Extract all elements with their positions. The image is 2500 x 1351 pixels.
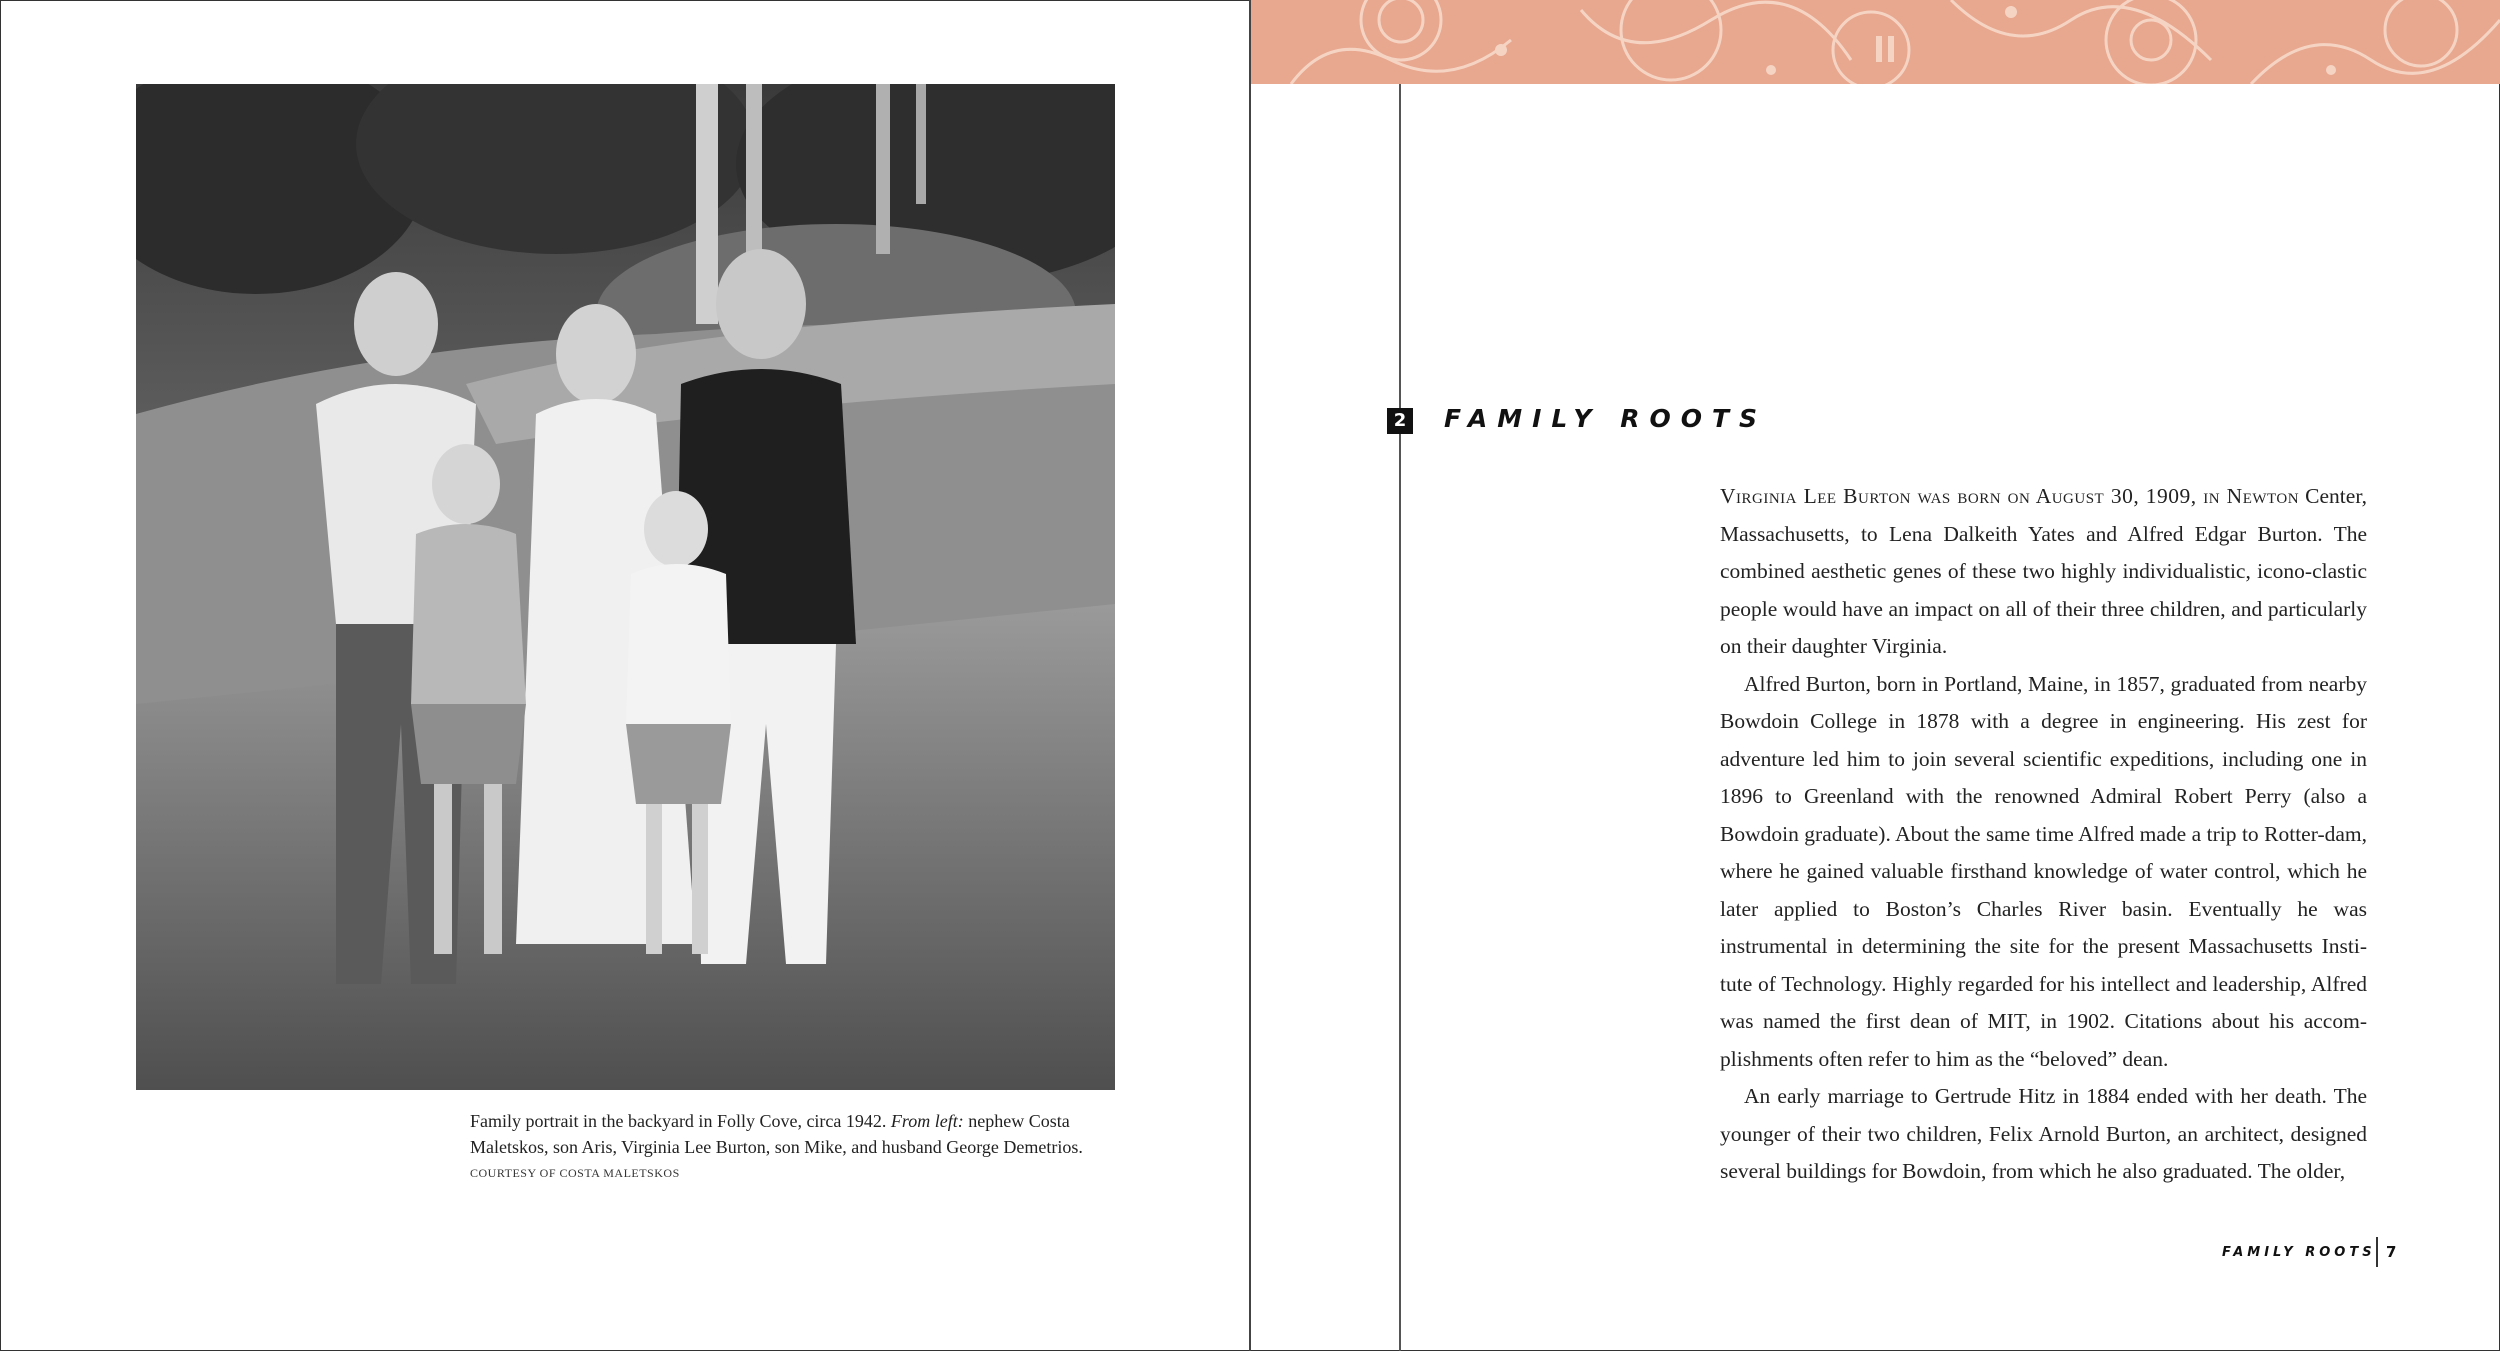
paragraph-1-rest: Center, Massachusetts, to Lena Dalkeith Yates and Alfred Edgar Burton. The combined aesthetic genes of these two highly individualistic, icono-clastic people would have an impact on all of their three children, and particularly on their daughter Virginia.: [1720, 484, 2367, 658]
paragraph-1-lead: Virginia Lee Burton was born on August 30, 1909, in Newton: [1720, 484, 2300, 508]
photo-credit: COURTESY OF COSTA MALETSKOS: [470, 1166, 680, 1180]
paragraph-3: An early marriage to Gertrude Hitz in 1884 ended with her death. The younger of their two children, Felix Arnold Burton, an architect, designed several buildings for Bowdoin, from which he also graduated. The older,: [1720, 1084, 2367, 1183]
paragraph-2: Alfred Burton, born in Portland, Maine, in 1857, graduated from nearby Bowdoin College in 1878 with a degree in engineering. His zest for adventure led him to join several scientific expeditions, including one in 1896 to Greenland with the renowned Admiral Robert Perry (also a Bowdoin graduate). About the same time Alfred made a trip to Rotter-dam, where he gained valuable firsthand knowledge of water control, which he later applied to Boston’s Charles River basin. Eventually he was instrumental in determining the site for the present Massachusetts Insti-tute of Technology. Highly regarded for his intellect and leadership, Alfred was named the first dean of MIT, in 1902. Citations about his accom-plishments often refer to him as the “beloved” dean.: [1720, 671, 2367, 1071]
page-number: 7: [2386, 1243, 2397, 1261]
body-text: [1720, 478, 2367, 1191]
paragraph-1: [1720, 478, 2367, 666]
running-footer: FAMILY ROOTS: [2222, 1245, 2376, 1260]
chapter-title: FAMILY ROOTS: [1444, 404, 1768, 433]
caption-text-a: Family portrait in the backyard in Folly Cove, circa 1942.: [470, 1111, 891, 1131]
gutter-line: [1249, 0, 1251, 1351]
footer-divider: [2376, 1237, 2378, 1267]
caption-text-b: nephew Costa Maletskos, son Aris, Virginia Lee Burton, son Mike, and husband George Demetrios.: [470, 1111, 1083, 1157]
decorative-pattern-band: [1251, 0, 2500, 84]
photo-caption: [470, 1108, 1130, 1160]
chapter-number: 2: [1387, 408, 1413, 434]
family-photograph: [136, 84, 1115, 1090]
margin-rule: [1399, 84, 1401, 1351]
caption-italic: From left:: [890, 1111, 964, 1131]
